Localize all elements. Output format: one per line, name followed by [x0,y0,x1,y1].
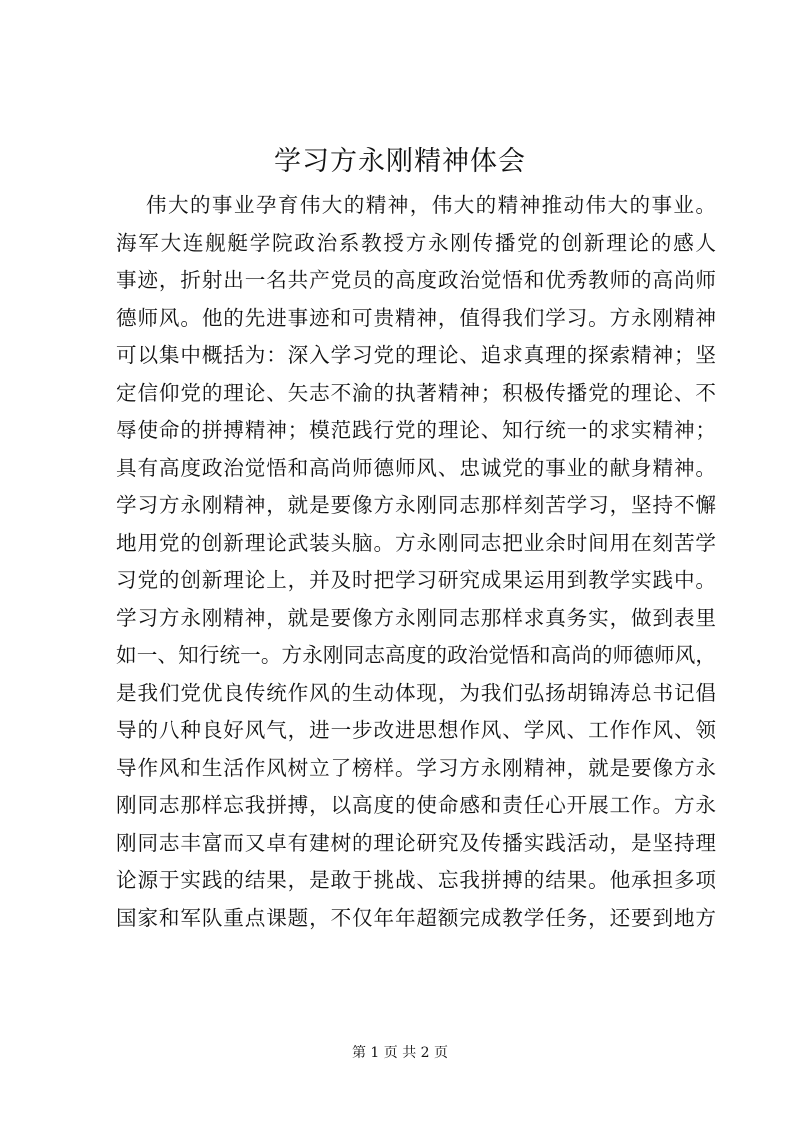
text-line: 海军大连舰艇学院政治系教授方永刚传播党的创新理论的感人 [116,230,716,255]
text-line: 具有高度政治觉悟和高尚师德师风、忠诚党的事业的献身精神。 [116,455,716,480]
text-line: 国家和军队重点课题，不仅年年超额完成教学任务，还要到地方 [116,905,716,930]
page-title: 学习方永刚精神体会 [274,146,526,177]
page-number: 第 1 页 共 2 页 [351,1045,449,1061]
text-line: 导的八种良好风气，进一步改进思想作风、学风、工作作风、领 [116,718,716,742]
text-line: 刚同志丰富而又卓有建树的理论研究及传播实践活动，是坚持理 [116,830,716,855]
body-text [116,187,716,937]
text-line: 论源于实践的结果，是敢于挑战、忘我拼搏的结果。他承担多项 [116,868,716,892]
text-line: 伟大的事业孕育伟大的精神，伟大的精神推动伟大的事业。 [146,193,716,217]
text-line: 刚同志那样忘我拼搏，以高度的使命感和责任心开展工作。方永 [116,793,716,817]
text-line: 定信仰党的理论、矢志不渝的执著精神；积极传播党的理论、不 [116,380,716,405]
text-line: 如一、知行统一。方永刚同志高度的政治觉悟和高尚的师德师风， [116,643,716,667]
text-line: 地用党的创新理论武装头脑。方永刚同志把业余时间用在刻苦学 [116,530,716,555]
text-line: 学习方永刚精神，就是要像方永刚同志那样刻苦学习，坚持不懈 [116,493,716,517]
text-line: 辱使命的拼搏精神；模范践行党的理论、知行统一的求实精神； [116,418,716,442]
text-line: 习党的创新理论上，并及时把学习研究成果运用到教学实践中。 [116,568,716,592]
text-line: 学习方永刚精神，就是要像方永刚同志那样求真务实，做到表里 [116,605,716,630]
text-line: 是我们党优良传统作风的生动体现，为我们弘扬胡锦涛总书记倡 [116,680,716,705]
text-line: 导作风和生活作风树立了榜样。学习方永刚精神，就是要像方永 [116,755,716,780]
text-line: 事迹，折射出一名共产党员的高度政治觉悟和优秀教师的高尚师 [116,268,716,292]
text-line: 可以集中概括为：深入学习党的理论、追求真理的探索精神；坚 [116,343,716,367]
text-line: 德师风。他的先进事迹和可贵精神，值得我们学习。方永刚精神 [116,305,716,330]
